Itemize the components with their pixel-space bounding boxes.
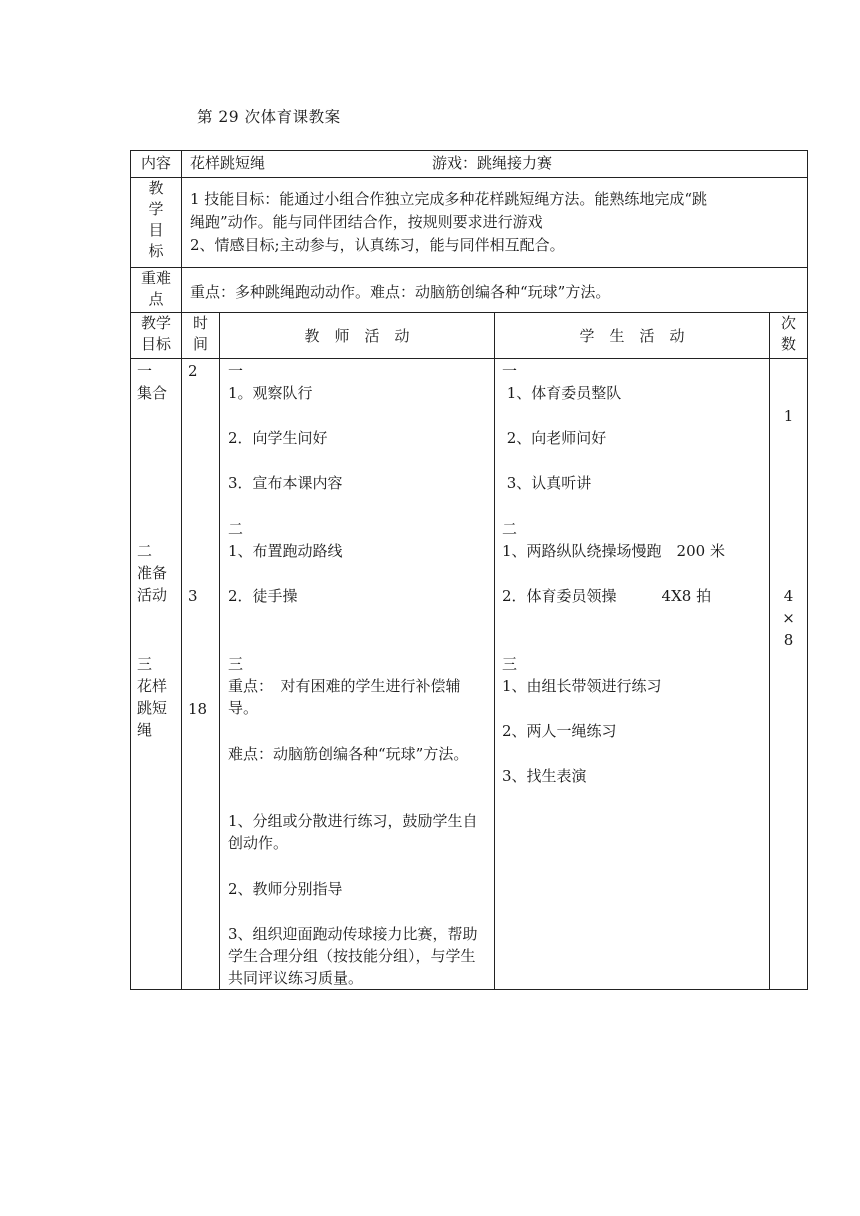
header-teacher: 教 师 活 动 <box>304 327 410 345</box>
keypoints-text: 重点：多种跳绳跑动动作。难点：动脑筋创编各种“玩球”方法。 <box>190 283 611 301</box>
header-count-char: 次 <box>780 314 796 332</box>
teacher-item: 难点：动脑筋创编各种“玩球”方法。 <box>228 745 469 763</box>
goals-label-char: 标 <box>148 242 164 260</box>
goal-line: 活动 <box>137 586 168 604</box>
header-goal-line: 教学 <box>140 314 171 332</box>
header-time-char: 时 <box>192 314 208 332</box>
student-item: 1、体育委员整队 <box>502 384 622 402</box>
count-cell <box>770 585 807 651</box>
goal-line: 跳短 <box>137 699 168 717</box>
time-cell: 3 <box>188 587 198 605</box>
goal-line: 花样 <box>137 677 168 695</box>
teacher-item: 1、布置跑动路线 <box>228 542 343 560</box>
goals-label-char: 学 <box>148 200 164 218</box>
header-time <box>182 313 219 355</box>
count-line: 4 <box>783 587 794 605</box>
goals-label-char: 教 <box>148 179 164 197</box>
table-rule <box>130 358 808 359</box>
content-label: 内容 <box>140 154 171 172</box>
header-goal-line: 目标 <box>140 335 171 353</box>
student-item: 2、两人一绳练习 <box>502 722 617 740</box>
goal-line: 二 <box>137 542 153 560</box>
keypoints-label <box>131 268 181 310</box>
teacher-item: 3．宣布本课内容 <box>228 474 343 492</box>
table-rule <box>130 267 808 268</box>
student-numeral: 三 <box>502 655 518 673</box>
student-item: 3、找生表演 <box>502 767 587 785</box>
goals-line: 1 技能目标：能通过小组合作独立完成多种花样跳短绳方法。能熟练地完成“跳 <box>190 190 707 208</box>
teacher-item: 2．向学生问好 <box>228 429 328 447</box>
goals-line: 2、情感目标;主动参与，认真练习，能与同伴相互配合。 <box>190 236 565 254</box>
teacher-numeral: 二 <box>228 520 244 538</box>
content-main: 花样跳短绳 <box>190 154 266 172</box>
header-count-char: 数 <box>780 335 796 353</box>
goals-line: 绳跑”动作。能与同伴团结合作，按规则要求进行游戏 <box>190 213 543 231</box>
student-item: 2．体育委员领操 4X8 拍 <box>502 587 712 605</box>
goals-label-char: 目 <box>148 221 164 239</box>
table-rule-vertical <box>219 312 220 990</box>
teacher-numeral: 三 <box>228 655 244 673</box>
table-border-right <box>807 150 808 990</box>
header-student: 学 生 活 动 <box>579 327 685 345</box>
content-game: 游戏：跳绳接力赛 <box>432 154 553 172</box>
goal-line: 绳 <box>137 721 153 739</box>
table-rule <box>130 177 808 178</box>
goal-cell <box>137 360 167 404</box>
time-cell: 2 <box>188 362 198 380</box>
student-item: 3、认真听讲 <box>502 474 592 492</box>
teacher-item: 1。观察队行 <box>228 384 313 402</box>
table-rule-vertical <box>494 312 495 990</box>
student-item: 1、由组长带领进行练习 <box>502 677 662 695</box>
teacher-item: 重点： 对有困难的学生进行补偿辅导。 <box>228 677 461 717</box>
goal-line: 集合 <box>137 384 168 402</box>
time-cell: 18 <box>188 700 208 718</box>
teacher-item: 3、组织迎面跑动传球接力比赛，帮助学生合理分组（按技能分组），与学生共同评议练习质量。 <box>228 925 478 987</box>
student-numeral: 一 <box>502 362 518 380</box>
goal-line: 准备 <box>137 564 168 582</box>
table-rule <box>130 312 808 313</box>
teacher-item: 2．徒手操 <box>228 587 298 605</box>
goal-cell <box>137 540 167 606</box>
student-numeral: 二 <box>502 520 518 538</box>
count-cell: 1 <box>783 407 794 425</box>
header-goal <box>131 313 181 355</box>
count-line: × <box>782 609 795 627</box>
teacher-item: 1、分组或分散进行练习，鼓励学生自创动作。 <box>228 812 478 852</box>
goals-label <box>131 178 181 262</box>
table-rule-vertical <box>181 150 182 990</box>
goal-cell <box>137 653 167 741</box>
teacher-numeral: 一 <box>228 362 244 380</box>
header-time-char: 间 <box>192 335 208 353</box>
table-border-bottom <box>130 989 808 990</box>
teacher-item: 2、教师分别指导 <box>228 880 343 898</box>
goal-line: 一 <box>137 362 153 380</box>
goal-line: 三 <box>137 655 153 673</box>
keypoints-label-line: 点 <box>148 290 164 308</box>
table-border-top <box>130 150 808 151</box>
student-item: 2、向老师问好 <box>502 429 607 447</box>
keypoints-label-line: 重难 <box>140 269 171 287</box>
student-item: 1、两路纵队绕操场慢跑 200 米 <box>502 542 725 560</box>
count-line: 8 <box>783 631 794 649</box>
page-title: 第 29 次体育课教案 <box>197 108 341 126</box>
header-count <box>770 313 807 355</box>
